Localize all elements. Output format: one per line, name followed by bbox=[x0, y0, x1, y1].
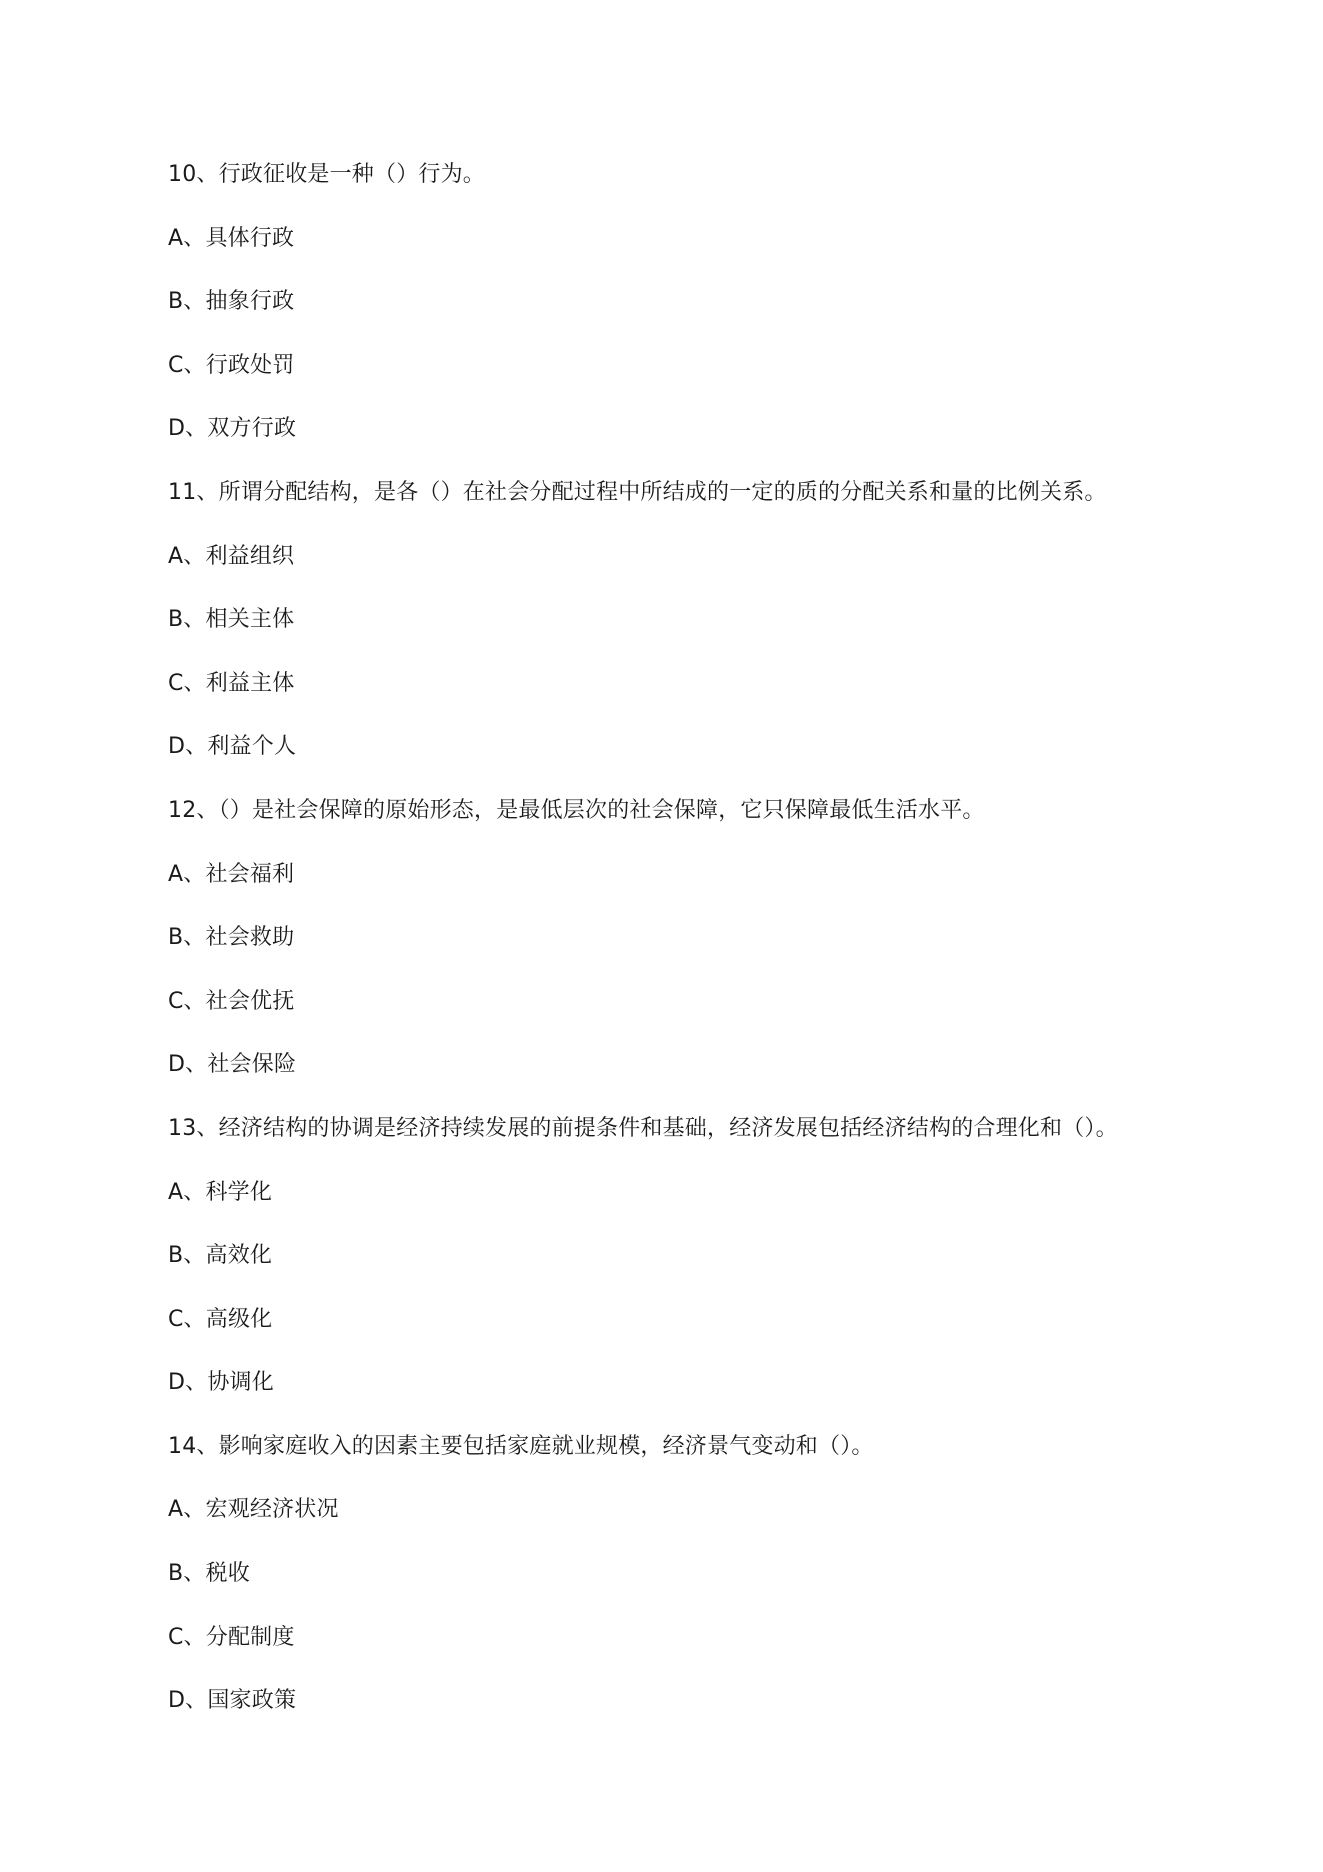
question-13-option-d: D、协调化 bbox=[168, 1370, 274, 1396]
question-13-stem: 13、经济结构的协调是经济持续发展的前提条件和基础，经济发展包括经济结构的合理化和（）。 bbox=[168, 1115, 1118, 1141]
question-11-option-b: B、相关主体 bbox=[168, 607, 295, 633]
question-10-option-b: B、抽象行政 bbox=[168, 289, 295, 315]
question-11-option-a: A、利益组织 bbox=[168, 543, 295, 569]
question-10-option-a: A、具体行政 bbox=[168, 225, 295, 251]
question-11-option-c: C、利益主体 bbox=[168, 670, 295, 696]
question-10-option-d: D、双方行政 bbox=[168, 416, 297, 442]
question-10-option-c: C、行政处罚 bbox=[168, 352, 295, 378]
question-10-stem: 10、行政征收是一种（）行为。 bbox=[168, 162, 485, 187]
question-11-stem: 11、所谓分配结构，是各（）在社会分配过程中所结成的一定的质的分配关系和量的比例关系。 bbox=[168, 479, 1107, 505]
question-14-option-d: D、国家政策 bbox=[168, 1688, 297, 1714]
question-list bbox=[168, 152, 1208, 1742]
question-14-option-c: C、分配制度 bbox=[168, 1624, 295, 1650]
question-12-stem: 12、（）是社会保障的原始形态，是最低层次的社会保障，它只保障最低生活水平。 bbox=[168, 797, 985, 823]
question-12-option-c: C、社会优抚 bbox=[168, 988, 295, 1014]
question-12-option-a: A、社会福利 bbox=[168, 861, 295, 887]
question-14-option-b: B、税收 bbox=[168, 1561, 250, 1587]
question-14-stem: 14、影响家庭收入的因素主要包括家庭就业规模，经济景气变动和（）。 bbox=[168, 1433, 874, 1459]
question-11-option-d: D、利益个人 bbox=[168, 734, 297, 760]
question-12-option-b: B、社会救助 bbox=[168, 925, 295, 951]
question-13-option-c: C、高级化 bbox=[168, 1306, 273, 1332]
question-14-option-a: A、宏观经济状况 bbox=[168, 1497, 339, 1523]
question-13-option-a: A、科学化 bbox=[168, 1179, 273, 1205]
question-13-option-b: B、高效化 bbox=[168, 1243, 273, 1269]
question-12-option-d: D、社会保险 bbox=[168, 1052, 297, 1078]
